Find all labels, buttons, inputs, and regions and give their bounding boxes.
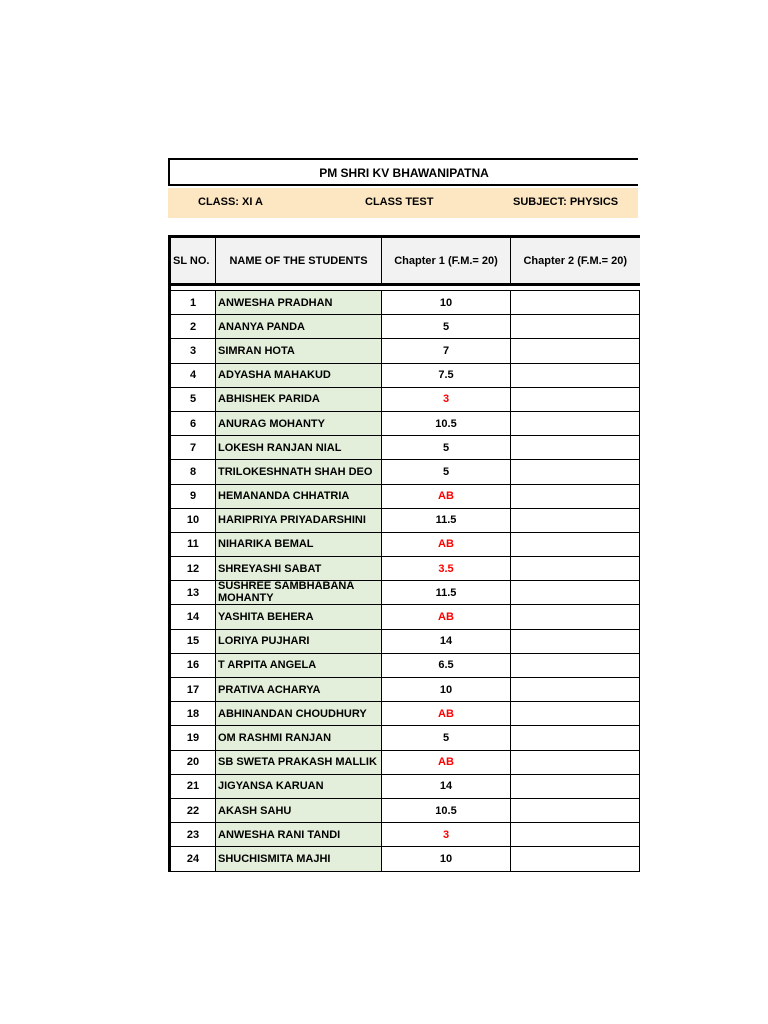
chapter2-mark-cell xyxy=(511,557,640,581)
sl-cell: 19 xyxy=(170,726,216,750)
chapter1-mark-cell: 10 xyxy=(382,847,511,871)
chapter2-mark-cell xyxy=(511,581,640,605)
sl-cell: 15 xyxy=(170,629,216,653)
col-header-chapter1: Chapter 1 (F.M.= 20) xyxy=(382,237,511,285)
table-row xyxy=(170,823,640,847)
chapter1-mark-cell: 5 xyxy=(382,460,511,484)
chapter2-mark-cell xyxy=(511,823,640,847)
student-name-cell: SHUCHISMITA MAJHI xyxy=(216,847,382,871)
chapter2-mark-cell xyxy=(511,411,640,435)
student-name-cell: YASHITA BEHERA xyxy=(216,605,382,629)
sl-cell: 8 xyxy=(170,460,216,484)
test-label: CLASS TEST xyxy=(365,196,434,208)
chapter1-mark-cell: 5 xyxy=(382,726,511,750)
chapter2-mark-cell xyxy=(511,291,640,315)
chapter1-mark-cell: AB xyxy=(382,605,511,629)
info-band xyxy=(168,188,638,218)
chapter1-mark-cell: AB xyxy=(382,702,511,726)
table-row xyxy=(170,339,640,363)
table-row xyxy=(170,411,640,435)
chapter2-mark-cell xyxy=(511,847,640,871)
sl-cell: 3 xyxy=(170,339,216,363)
sl-cell: 5 xyxy=(170,387,216,411)
col-header-name: NAME OF THE STUDENTS xyxy=(216,237,382,285)
col-header-chapter2: Chapter 2 (F.M.= 20) xyxy=(511,237,640,285)
table-row xyxy=(170,387,640,411)
student-name-cell xyxy=(216,581,382,605)
table-row xyxy=(170,460,640,484)
table-row xyxy=(170,847,640,871)
student-name-cell: HEMANANDA CHHATRIA xyxy=(216,484,382,508)
student-name-cell: SIMRAN HOTA xyxy=(216,339,382,363)
sl-cell: 18 xyxy=(170,702,216,726)
table-row xyxy=(170,798,640,822)
table-row xyxy=(170,774,640,798)
student-name-cell: OM RASHMI RANJAN xyxy=(216,726,382,750)
chapter1-mark-cell: 10 xyxy=(382,291,511,315)
student-name-cell: T ARPITA ANGELA xyxy=(216,653,382,677)
student-name-cell: HARIPRIYA PRIYADARSHINI xyxy=(216,508,382,532)
chapter2-mark-cell xyxy=(511,532,640,556)
chapter2-mark-cell xyxy=(511,629,640,653)
student-name-cell: TRILOKESHNATH SHAH DEO xyxy=(216,460,382,484)
chapter2-mark-cell xyxy=(511,484,640,508)
chapter2-mark-cell xyxy=(511,774,640,798)
table-row xyxy=(170,726,640,750)
sl-cell: 9 xyxy=(170,484,216,508)
table-row xyxy=(170,532,640,556)
sl-cell: 12 xyxy=(170,557,216,581)
student-name-text: SUSHREE SAMBHABANA MOHANTY xyxy=(218,580,354,603)
sl-cell: 22 xyxy=(170,798,216,822)
sl-cell: 24 xyxy=(170,847,216,871)
table-row xyxy=(170,557,640,581)
school-title: PM SHRI KV BHAWANIPATNA xyxy=(168,158,638,186)
table-row xyxy=(170,315,640,339)
chapter1-mark-cell: 3 xyxy=(382,823,511,847)
chapter2-mark-cell xyxy=(511,605,640,629)
chapter1-mark-cell: 11.5 xyxy=(382,508,511,532)
chapter1-mark-cell: AB xyxy=(382,484,511,508)
class-label: CLASS: XI A xyxy=(198,196,263,208)
col-header-sl: SL NO. xyxy=(170,237,216,285)
student-name-cell: LOKESH RANJAN NIAL xyxy=(216,436,382,460)
table-row xyxy=(170,363,640,387)
chapter2-mark-cell xyxy=(511,339,640,363)
header-row xyxy=(170,237,640,285)
subject-label: SUBJECT: PHYSICS xyxy=(513,196,619,208)
chapter2-mark-cell xyxy=(511,387,640,411)
chapter1-mark-cell: 14 xyxy=(382,629,511,653)
student-name-cell: ABHISHEK PARIDA xyxy=(216,387,382,411)
sl-cell: 20 xyxy=(170,750,216,774)
chapter1-mark-cell: 3 xyxy=(382,387,511,411)
marks-table xyxy=(168,235,640,872)
sl-cell: 17 xyxy=(170,678,216,702)
chapter1-mark-cell: 10 xyxy=(382,678,511,702)
student-name-cell: JIGYANSA KARUAN xyxy=(216,774,382,798)
sl-cell: 23 xyxy=(170,823,216,847)
chapter1-mark-cell: AB xyxy=(382,750,511,774)
chapter2-mark-cell xyxy=(511,798,640,822)
chapter1-mark-cell: 14 xyxy=(382,774,511,798)
sl-cell: 11 xyxy=(170,532,216,556)
chapter1-mark-cell: 7.5 xyxy=(382,363,511,387)
chapter1-mark-cell: 6.5 xyxy=(382,653,511,677)
table-row xyxy=(170,436,640,460)
student-name-cell: PRATIVA ACHARYA xyxy=(216,678,382,702)
chapter2-mark-cell xyxy=(511,702,640,726)
chapter1-mark-cell: 10.5 xyxy=(382,411,511,435)
student-name-cell: ANURAG MOHANTY xyxy=(216,411,382,435)
sl-cell: 4 xyxy=(170,363,216,387)
student-name-cell: SHREYASHI SABAT xyxy=(216,557,382,581)
sl-cell: 13 xyxy=(170,581,216,605)
table-row xyxy=(170,581,640,605)
student-name-cell: NIHARIKA BEMAL xyxy=(216,532,382,556)
sl-cell: 1 xyxy=(170,291,216,315)
sl-cell: 7 xyxy=(170,436,216,460)
chapter1-mark-cell: 5 xyxy=(382,315,511,339)
table-row xyxy=(170,605,640,629)
chapter2-mark-cell xyxy=(511,508,640,532)
student-name-cell: ANWESHA PRADHAN xyxy=(216,291,382,315)
student-name-cell: ADYASHA MAHAKUD xyxy=(216,363,382,387)
chapter2-mark-cell xyxy=(511,315,640,339)
table-row xyxy=(170,484,640,508)
chapter1-mark-cell: AB xyxy=(382,532,511,556)
table-row xyxy=(170,508,640,532)
chapter1-mark-cell: 11.5 xyxy=(382,581,511,605)
student-name-cell: LORIYA PUJHARI xyxy=(216,629,382,653)
chapter1-mark-cell: 5 xyxy=(382,436,511,460)
sl-cell: 2 xyxy=(170,315,216,339)
chapter1-mark-cell: 7 xyxy=(382,339,511,363)
chapter1-mark-cell: 3.5 xyxy=(382,557,511,581)
student-name-cell: ANANYA PANDA xyxy=(216,315,382,339)
chapter2-mark-cell xyxy=(511,653,640,677)
chapter2-mark-cell xyxy=(511,678,640,702)
chapter2-mark-cell xyxy=(511,460,640,484)
sl-cell: 21 xyxy=(170,774,216,798)
sl-cell: 6 xyxy=(170,411,216,435)
chapter2-mark-cell xyxy=(511,363,640,387)
chapter2-mark-cell xyxy=(511,436,640,460)
sl-cell: 10 xyxy=(170,508,216,532)
sl-cell: 14 xyxy=(170,605,216,629)
table-row xyxy=(170,702,640,726)
table-row xyxy=(170,678,640,702)
table-row xyxy=(170,653,640,677)
sl-cell: 16 xyxy=(170,653,216,677)
student-name-cell: AKASH SAHU xyxy=(216,798,382,822)
chapter2-mark-cell xyxy=(511,726,640,750)
table-row xyxy=(170,291,640,315)
student-name-cell: ANWESHA RANI TANDI xyxy=(216,823,382,847)
table-row xyxy=(170,629,640,653)
chapter1-mark-cell: 10.5 xyxy=(382,798,511,822)
table-row xyxy=(170,750,640,774)
chapter2-mark-cell xyxy=(511,750,640,774)
student-name-cell: ABHINANDAN CHOUDHURY xyxy=(216,702,382,726)
student-name-cell: SB SWETA PRAKASH MALLIK xyxy=(216,750,382,774)
